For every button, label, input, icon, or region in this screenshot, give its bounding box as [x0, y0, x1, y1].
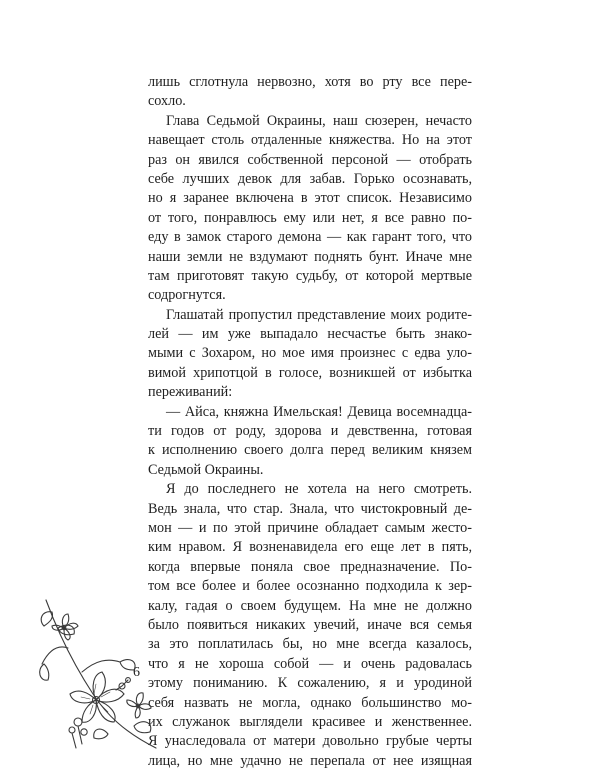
text-line: себе лучших девок для забав. Горько осознавать,	[148, 170, 472, 187]
text-line: когда впервые поняла свое предназначение. По-	[148, 558, 472, 575]
text-line: себя назвать не могла, однако большинство мо-	[148, 694, 472, 711]
text-line: ким нравом. Я возненавидела его еще лет в пять,	[148, 539, 472, 556]
text-line: вимой хрипотцой в голосе, возникшей от избытка	[148, 364, 472, 381]
text-line: наши земли не вздумают поднять бунт. Иначе мне	[148, 248, 472, 265]
text-line: лица, но мне удачно не перепала от нее изящная	[148, 752, 472, 769]
text-line: еду в замок старого демона — как гарант того, что	[148, 229, 472, 246]
text-line: там приготовят такую судьбу, от которой мертвые	[148, 267, 472, 284]
floral-corner-icon	[38, 598, 163, 750]
text-line: ти годов от роду, здорова и девственна, готовая	[148, 423, 472, 440]
text-line: содрогнутся.	[148, 287, 226, 304]
text-line: было появиться никаких увечий, иначе вся семья	[148, 616, 472, 633]
body-text	[148, 73, 472, 771]
text-line: Я унаследовала от матери довольно грубые черты	[148, 733, 472, 750]
text-line: Глашатай пропустил представление моих родите-	[166, 306, 472, 323]
text-line: Я до последнего не хотела на него смотреть.	[166, 481, 472, 498]
text-line: переживаний:	[148, 384, 233, 401]
text-line: этому пониманию. К сожалению, я и уродиной	[148, 675, 472, 692]
text-line: от того, понравлюсь ему или нет, я все равно по-	[148, 209, 472, 226]
text-line: за это поплатилась бы, но мне всегда казалось,	[148, 636, 472, 653]
page-number: 6	[133, 665, 140, 680]
text-line: мон — и по этой причине обладает самым жесто-	[148, 519, 472, 536]
text-line: к исполнению своего долга перед великим князем	[148, 442, 472, 459]
text-line: лишь сглотнула нервозно, хотя во рту все пере-	[148, 74, 472, 90]
text-line: Ведь знала, что стар. Знала, что чистокровный де-	[148, 500, 472, 517]
text-line: их служанок выглядели красивее и женственнее.	[148, 713, 472, 730]
text-line: Глава Седьмой Окраины, наш сюзерен, нечасто	[166, 112, 472, 129]
text-line: раз он явился собственной персоной — отобрать	[148, 151, 472, 168]
text-line: том все более и более осознанно подходила к зер-	[148, 578, 472, 595]
text-line: мыми с Зохаром, но мое имя произнес с едва уло-	[148, 345, 472, 362]
text-line: калу, гадая о своем будущем. На мне не должно	[148, 597, 472, 614]
text-line: сохло.	[148, 93, 186, 110]
text-line: что я не хороша собой — и очень радовалась	[148, 655, 472, 672]
text-line: — Айса, княжна Имельская! Девица восемнадца-	[166, 403, 472, 420]
text-line: лей — им уже выпадало несчастье быть знако-	[148, 326, 472, 343]
text-line: Седьмой Окраины.	[148, 461, 264, 478]
text-line: но я заранее включена в этот список. Независимо	[148, 190, 472, 207]
text-line: навещает столь отдаленные княжества. Но на этот	[148, 132, 472, 149]
